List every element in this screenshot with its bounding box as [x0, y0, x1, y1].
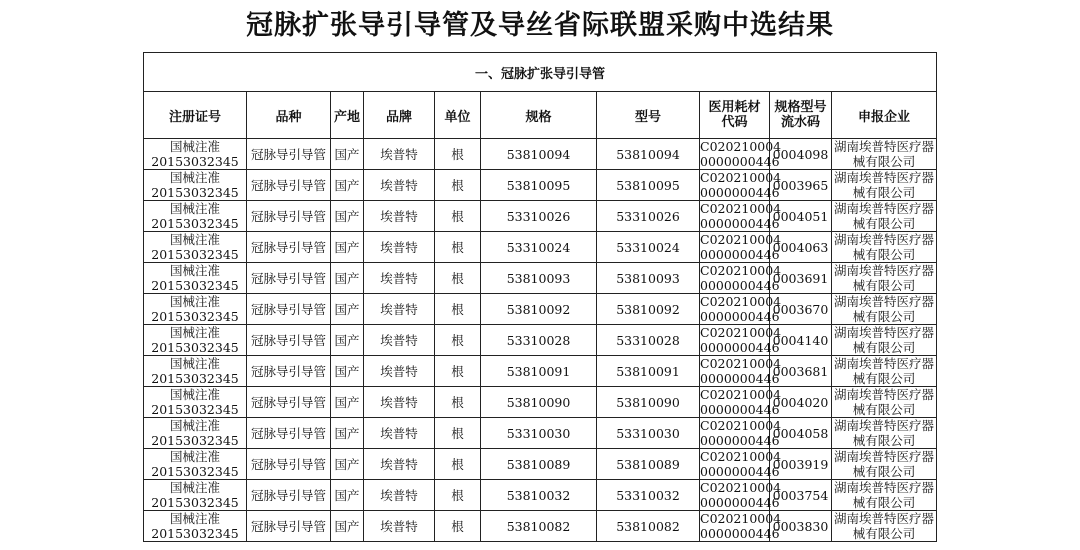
cell-spec: 53810094 — [481, 139, 597, 170]
cell-code-line1: C020210004 — [700, 418, 782, 433]
cell-code-line1: C020210004 — [700, 139, 782, 154]
cell-reg-no-line2: 20153032345 — [151, 154, 239, 169]
cell-variety: 冠脉导引导管 — [247, 480, 331, 511]
table-row — [144, 480, 937, 511]
cell-reg-no-line2: 20153032345 — [151, 495, 239, 510]
cell-code-line2: 0000000446 — [700, 371, 780, 386]
cell-code — [700, 232, 782, 263]
cell-serial: 0004058 — [770, 418, 832, 449]
cell-origin: 国产 — [331, 480, 364, 511]
table-row — [144, 387, 937, 418]
cell-serial: 0003830 — [770, 511, 832, 542]
col-header-code-line2: 代码 — [721, 115, 748, 130]
cell-spec: 53310024 — [481, 232, 597, 263]
cell-code — [700, 387, 782, 418]
cell-origin: 国产 — [331, 325, 364, 356]
cell-model: 53310032 — [597, 480, 700, 511]
cell-company — [832, 294, 937, 325]
cell-reg-no — [144, 201, 247, 232]
table-row — [144, 325, 937, 356]
results-table — [143, 52, 937, 542]
cell-variety: 冠脉导引导管 — [247, 263, 331, 294]
cell-brand: 埃普特 — [364, 418, 435, 449]
cell-spec: 53810089 — [481, 449, 597, 480]
cell-reg-no — [144, 356, 247, 387]
cell-model: 53310028 — [597, 325, 700, 356]
cell-code — [700, 139, 782, 170]
cell-reg-no-line2: 20153032345 — [151, 185, 239, 200]
cell-reg-no-line2: 20153032345 — [151, 433, 239, 448]
cell-company-line2: 械有限公司 — [852, 495, 916, 510]
col-header-code-line1: 医用耗材 — [708, 100, 761, 115]
col-header-reg-no: 注册证号 — [144, 92, 247, 139]
cell-code-line2: 0000000446 — [700, 154, 780, 169]
cell-code — [700, 480, 782, 511]
cell-model: 53310024 — [597, 232, 700, 263]
cell-company — [832, 232, 937, 263]
cell-spec: 53310028 — [481, 325, 597, 356]
cell-serial: 0003754 — [770, 480, 832, 511]
cell-reg-no-line2: 20153032345 — [151, 216, 239, 231]
cell-reg-no-line1: 国械注准 — [169, 387, 220, 402]
cell-model: 53310026 — [597, 201, 700, 232]
cell-spec: 53810091 — [481, 356, 597, 387]
col-header-unit: 单位 — [435, 92, 481, 139]
col-header-variety: 品种 — [247, 92, 331, 139]
cell-unit: 根 — [435, 263, 481, 294]
cell-company-line2: 械有限公司 — [852, 340, 916, 355]
cell-model: 53810089 — [597, 449, 700, 480]
cell-reg-no-line2: 20153032345 — [151, 340, 239, 355]
cell-variety: 冠脉导引导管 — [247, 449, 331, 480]
cell-reg-no-line1: 国械注准 — [169, 480, 220, 495]
cell-company-line1: 湖南埃普特医疗器 — [834, 511, 935, 526]
cell-company-line1: 湖南埃普特医疗器 — [834, 201, 935, 216]
cell-variety: 冠脉导引导管 — [247, 511, 331, 542]
cell-reg-no — [144, 170, 247, 201]
cell-company-line1: 湖南埃普特医疗器 — [834, 387, 935, 402]
cell-code-line1: C020210004 — [700, 480, 782, 495]
cell-serial: 0004140 — [770, 325, 832, 356]
cell-code-line1: C020210004 — [700, 232, 782, 247]
col-header-serial — [770, 92, 832, 139]
cell-reg-no-line1: 国械注准 — [169, 170, 220, 185]
cell-serial: 0004098 — [770, 139, 832, 170]
cell-company — [832, 418, 937, 449]
cell-origin: 国产 — [331, 449, 364, 480]
cell-unit: 根 — [435, 170, 481, 201]
cell-code-line1: C020210004 — [700, 511, 782, 526]
cell-model: 53810092 — [597, 294, 700, 325]
cell-company-line1: 湖南埃普特医疗器 — [834, 480, 935, 495]
cell-company-line2: 械有限公司 — [852, 526, 916, 541]
cell-serial: 0003681 — [770, 356, 832, 387]
cell-company-line2: 械有限公司 — [852, 278, 916, 293]
cell-code-line2: 0000000446 — [700, 278, 780, 293]
cell-origin: 国产 — [331, 201, 364, 232]
table-row — [144, 418, 937, 449]
cell-variety: 冠脉导引导管 — [247, 325, 331, 356]
cell-spec: 53810032 — [481, 480, 597, 511]
cell-reg-no-line2: 20153032345 — [151, 402, 239, 417]
cell-spec: 53810090 — [481, 387, 597, 418]
cell-code — [700, 170, 782, 201]
cell-code-line2: 0000000446 — [700, 340, 780, 355]
cell-brand: 埃普特 — [364, 480, 435, 511]
cell-model: 53810094 — [597, 139, 700, 170]
cell-brand: 埃普特 — [364, 294, 435, 325]
cell-reg-no — [144, 387, 247, 418]
cell-reg-no-line1: 国械注准 — [169, 418, 220, 433]
cell-serial: 0004063 — [770, 232, 832, 263]
cell-company — [832, 480, 937, 511]
cell-company-line1: 湖南埃普特医疗器 — [834, 418, 935, 433]
cell-company-line1: 湖南埃普特医疗器 — [834, 170, 935, 185]
cell-reg-no-line1: 国械注准 — [169, 263, 220, 278]
cell-reg-no-line1: 国械注准 — [169, 325, 220, 340]
cell-reg-no-line1: 国械注准 — [169, 232, 220, 247]
cell-origin: 国产 — [331, 294, 364, 325]
cell-company — [832, 170, 937, 201]
cell-origin: 国产 — [331, 418, 364, 449]
cell-code-line2: 0000000446 — [700, 464, 780, 479]
cell-company-line1: 湖南埃普特医疗器 — [834, 232, 935, 247]
cell-spec: 53810095 — [481, 170, 597, 201]
table-row — [144, 511, 937, 542]
cell-model: 53810093 — [597, 263, 700, 294]
cell-company-line2: 械有限公司 — [852, 216, 916, 231]
cell-serial: 0003691 — [770, 263, 832, 294]
cell-brand: 埃普特 — [364, 387, 435, 418]
cell-code-line2: 0000000446 — [700, 185, 780, 200]
cell-unit: 根 — [435, 356, 481, 387]
cell-code-line1: C020210004 — [700, 449, 782, 464]
cell-model: 53810082 — [597, 511, 700, 542]
cell-origin: 国产 — [331, 170, 364, 201]
cell-company-line1: 湖南埃普特医疗器 — [834, 449, 935, 464]
cell-unit: 根 — [435, 387, 481, 418]
cell-code — [700, 418, 782, 449]
cell-unit: 根 — [435, 201, 481, 232]
cell-spec: 53310026 — [481, 201, 597, 232]
table-row — [144, 232, 937, 263]
cell-unit: 根 — [435, 139, 481, 170]
cell-company — [832, 511, 937, 542]
cell-reg-no-line2: 20153032345 — [151, 278, 239, 293]
cell-code-line1: C020210004 — [700, 170, 782, 185]
cell-serial: 0003965 — [770, 170, 832, 201]
cell-company-line2: 械有限公司 — [852, 154, 916, 169]
cell-code — [700, 356, 782, 387]
cell-company — [832, 263, 937, 294]
cell-code-line2: 0000000446 — [700, 309, 780, 324]
cell-brand: 埃普特 — [364, 139, 435, 170]
cell-company — [832, 356, 937, 387]
cell-brand: 埃普特 — [364, 263, 435, 294]
cell-variety: 冠脉导引导管 — [247, 418, 331, 449]
cell-origin: 国产 — [331, 356, 364, 387]
col-header-serial-line2: 流水码 — [780, 115, 820, 130]
cell-company-line2: 械有限公司 — [852, 185, 916, 200]
cell-variety: 冠脉导引导管 — [247, 139, 331, 170]
cell-unit: 根 — [435, 294, 481, 325]
cell-reg-no — [144, 511, 247, 542]
cell-code — [700, 511, 782, 542]
cell-company-line2: 械有限公司 — [852, 371, 916, 386]
table-row — [144, 263, 937, 294]
cell-variety: 冠脉导引导管 — [247, 294, 331, 325]
cell-spec: 53810093 — [481, 263, 597, 294]
cell-company-line1: 湖南埃普特医疗器 — [834, 325, 935, 340]
table-body — [144, 139, 937, 542]
cell-code-line1: C020210004 — [700, 201, 782, 216]
cell-brand: 埃普特 — [364, 511, 435, 542]
cell-serial: 0003670 — [770, 294, 832, 325]
table-row — [144, 294, 937, 325]
cell-company-line2: 械有限公司 — [852, 464, 916, 479]
cell-company-line1: 湖南埃普特医疗器 — [834, 294, 935, 309]
cell-variety: 冠脉导引导管 — [247, 232, 331, 263]
col-header-model: 型号 — [597, 92, 700, 139]
cell-company-line1: 湖南埃普特医疗器 — [834, 356, 935, 371]
header-row — [144, 92, 937, 139]
cell-reg-no-line1: 国械注准 — [169, 201, 220, 216]
col-header-code — [700, 92, 770, 139]
cell-model: 53310030 — [597, 418, 700, 449]
cell-spec: 53310030 — [481, 418, 597, 449]
cell-code — [700, 325, 782, 356]
cell-company-line2: 械有限公司 — [852, 402, 916, 417]
cell-company — [832, 325, 937, 356]
cell-code-line2: 0000000446 — [700, 216, 780, 231]
cell-brand: 埃普特 — [364, 356, 435, 387]
cell-serial: 0003919 — [770, 449, 832, 480]
table-row — [144, 201, 937, 232]
cell-model: 53810095 — [597, 170, 700, 201]
cell-reg-no — [144, 480, 247, 511]
cell-spec: 53810092 — [481, 294, 597, 325]
cell-code — [700, 201, 782, 232]
cell-origin: 国产 — [331, 387, 364, 418]
cell-serial: 0004020 — [770, 387, 832, 418]
col-header-serial-line1: 规格型号 — [774, 100, 827, 115]
cell-variety: 冠脉导引导管 — [247, 170, 331, 201]
cell-company-line1: 湖南埃普特医疗器 — [834, 139, 935, 154]
cell-code-line1: C020210004 — [700, 263, 782, 278]
cell-reg-no — [144, 449, 247, 480]
cell-code-line2: 0000000446 — [700, 526, 780, 541]
cell-code-line2: 0000000446 — [700, 433, 780, 448]
cell-code-line2: 0000000446 — [700, 247, 780, 262]
cell-origin: 国产 — [331, 139, 364, 170]
cell-brand: 埃普特 — [364, 170, 435, 201]
cell-variety: 冠脉导引导管 — [247, 356, 331, 387]
cell-reg-no-line1: 国械注准 — [169, 449, 220, 464]
cell-company-line2: 械有限公司 — [852, 309, 916, 324]
cell-code-line1: C020210004 — [700, 294, 782, 309]
cell-code-line1: C020210004 — [700, 325, 782, 340]
table-row — [144, 170, 937, 201]
cell-reg-no-line1: 国械注准 — [169, 356, 220, 371]
cell-reg-no — [144, 232, 247, 263]
cell-reg-no — [144, 294, 247, 325]
table-row — [144, 356, 937, 387]
cell-company-line2: 械有限公司 — [852, 433, 916, 448]
cell-origin: 国产 — [331, 232, 364, 263]
cell-unit: 根 — [435, 449, 481, 480]
cell-origin: 国产 — [331, 511, 364, 542]
cell-unit: 根 — [435, 418, 481, 449]
cell-serial: 0004051 — [770, 201, 832, 232]
cell-reg-no-line1: 国械注准 — [169, 511, 220, 526]
cell-unit: 根 — [435, 480, 481, 511]
cell-reg-no-line2: 20153032345 — [151, 247, 239, 262]
cell-reg-no — [144, 139, 247, 170]
cell-brand: 埃普特 — [364, 201, 435, 232]
cell-reg-no-line2: 20153032345 — [151, 309, 239, 324]
cell-company-line1: 湖南埃普特医疗器 — [834, 263, 935, 278]
table-row — [144, 449, 937, 480]
cell-brand: 埃普特 — [364, 325, 435, 356]
cell-model: 53810090 — [597, 387, 700, 418]
cell-company — [832, 201, 937, 232]
cell-code-line1: C020210004 — [700, 356, 782, 371]
cell-reg-no-line2: 20153032345 — [151, 464, 239, 479]
cell-reg-no-line1: 国械注准 — [169, 294, 220, 309]
cell-variety: 冠脉导引导管 — [247, 201, 331, 232]
cell-reg-no — [144, 263, 247, 294]
cell-unit: 根 — [435, 511, 481, 542]
cell-origin: 国产 — [331, 263, 364, 294]
cell-code-line2: 0000000446 — [700, 402, 780, 417]
cell-code-line1: C020210004 — [700, 387, 782, 402]
cell-reg-no — [144, 325, 247, 356]
col-header-origin: 产地 — [331, 92, 364, 139]
cell-company — [832, 139, 937, 170]
section-title: 一、冠脉扩张导引导管 — [144, 53, 937, 92]
cell-variety: 冠脉导引导管 — [247, 387, 331, 418]
cell-company — [832, 387, 937, 418]
document-title: 冠脉扩张导引导管及导丝省际联盟采购中选结果 — [246, 10, 834, 41]
cell-code — [700, 449, 782, 480]
col-header-spec: 规格 — [481, 92, 597, 139]
cell-spec: 53810082 — [481, 511, 597, 542]
table-row — [144, 139, 937, 170]
cell-unit: 根 — [435, 325, 481, 356]
cell-reg-no-line1: 国械注准 — [169, 139, 220, 154]
cell-reg-no — [144, 418, 247, 449]
cell-code-line2: 0000000446 — [700, 495, 780, 510]
cell-reg-no-line2: 20153032345 — [151, 371, 239, 386]
col-header-company: 申报企业 — [832, 92, 937, 139]
cell-code — [700, 263, 782, 294]
cell-brand: 埃普特 — [364, 232, 435, 263]
cell-code — [700, 294, 782, 325]
cell-model: 53810091 — [597, 356, 700, 387]
cell-brand: 埃普特 — [364, 449, 435, 480]
cell-reg-no-line2: 20153032345 — [151, 526, 239, 541]
cell-company — [832, 449, 937, 480]
cell-unit: 根 — [435, 232, 481, 263]
col-header-brand: 品牌 — [364, 92, 435, 139]
cell-company-line2: 械有限公司 — [852, 247, 916, 262]
